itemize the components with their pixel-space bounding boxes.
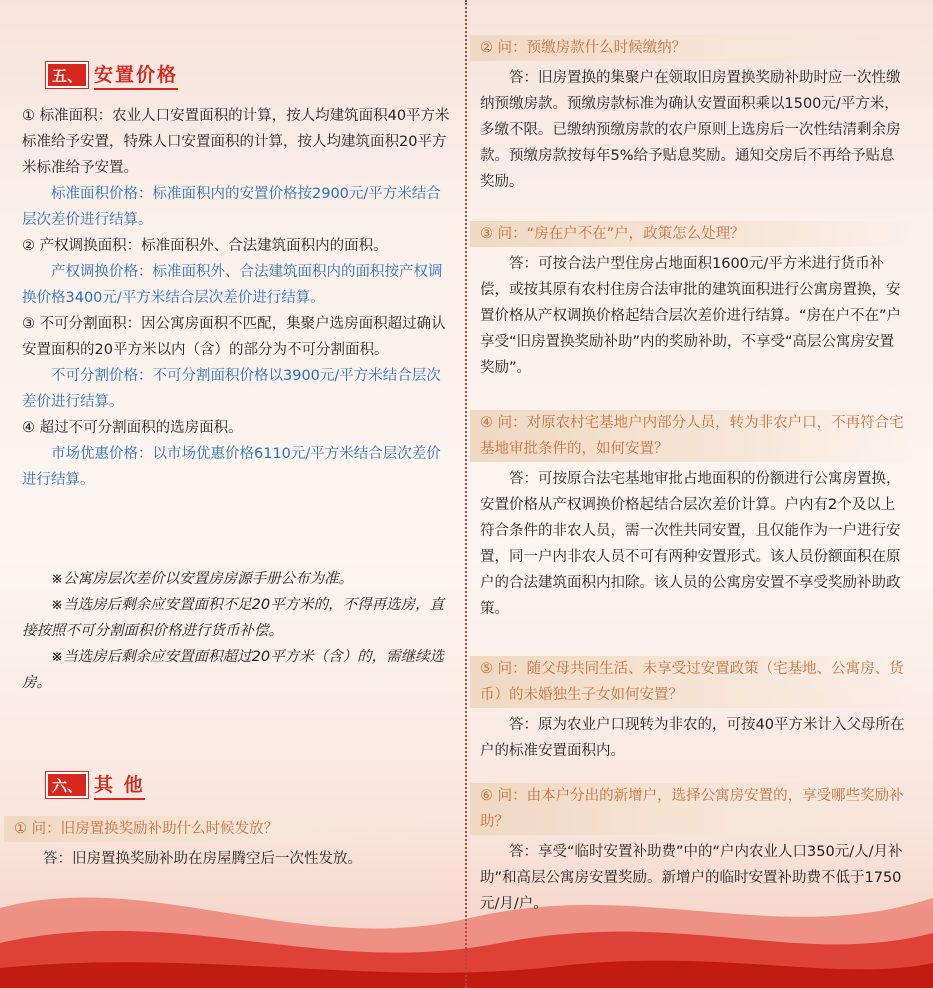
question-4: ④ 问：对原农村宅基地户内部分人员，转为非农户口，不再符合宅基地审批条件的，如何安置？ [470, 410, 916, 462]
answer-3: 答：可按合法户型住房占地面积1600元/平方米进行货币补偿，或按其原有农村住房合法审批的建筑面积进行公寓房置换，安置价格从产权调换价格起结合层次差价进行结算。“房在户不在”户享受“旧房置换奖励补助”内的奖励补助，不享受“高层公寓房安置奖励”。 [480, 256, 902, 376]
answer-5: 答：原为农业户口现转为非农的，可按40平方米计入父母所在户的标准安置面积内。 [480, 717, 905, 759]
section6-qa [4, 816, 444, 872]
item-3-text: ③ 不可分割面积：因公寓房面积不匹配，集聚户选房面积超过确认安置面积的20平方米以内（含）的部分为不可分割面积。 [22, 316, 446, 358]
answer-6: 答：享受“临时安置补助费”中的“户内农业人口350元/人/月补助”和高层公寓房安置奖励。新增户的临时安置补助费不低于1750元/月/户。 [480, 844, 903, 912]
qa-5 [470, 656, 916, 764]
qa-6 [470, 783, 916, 917]
section6-title: 其 他 [94, 770, 145, 800]
section5-header [46, 60, 178, 90]
note-1: ※公寓房层次差价以安置房房源手册公布为准。 [51, 571, 354, 587]
item-1-price: 标准面积价格：标准面积内的安置价格按2900元/平方米结合层次差价进行结算。 [22, 186, 441, 228]
column-divider [465, 0, 467, 988]
answer-4: 答：可按原合法宅基地审批占地面积的份额进行公寓房置换，安置价格从产权调换价格起结合层次差价计算。户内有2个及以上符合条件的非农人员，需一次性共同安置，且仅能作为一户进行安置，同一户内非农人员不可有两种安置形式。该人员份额面积在原户的合法建筑面积内扣除。该人员的公寓房安置不享受奖励补助政策。 [480, 471, 901, 617]
question-3: ③ 问：“房在户不在”户，政策怎么处理？ [470, 221, 916, 247]
item-4-price: 市场优惠价格：以市场优惠价格6110元/平方米结合层次差价进行结算。 [22, 446, 441, 488]
question-5: ⑤ 问：随父母共同生活、未享受过安置政策（宅基地、公寓房、货币）的未婚独生子女如何安置？ [470, 656, 916, 708]
section5-badge: 五、 [46, 62, 88, 88]
section5-body [22, 103, 450, 493]
item-3-price: 不可分割价格：不可分割面积价格以3900元/平方米结合层次差价进行结算。 [22, 368, 441, 410]
question-2: ② 问：预缴房款什么时候缴纳？ [470, 35, 916, 61]
section5-title: 安置价格 [94, 60, 178, 90]
section5-notes [22, 566, 450, 696]
question-6: ⑥ 问：由本户分出的新增户，选择公寓房安置的，享受哪些奖励补助？ [470, 783, 916, 835]
item-4-text: ④ 超过不可分割面积的选房面积。 [22, 420, 243, 436]
item-1-text: ① 标准面积：农业人口安置面积的计算，按人均建筑面积40平方米标准给予安置，特殊人口安置面积的计算，按人均建筑面积20平方米标准给予安置。 [22, 108, 450, 176]
question-1: ① 问：旧房置换奖励补助什么时候发放？ [4, 816, 444, 842]
item-2-price: 产权调换价格：标准面积外、合法建筑面积内的面积按产权调换价格3400元/平方米结合层次差价进行结算。 [22, 264, 443, 306]
section6-badge: 六、 [46, 772, 88, 798]
answer-1: 答：旧房置换奖励补助在房屋腾空后一次性发放。 [43, 851, 362, 867]
section6-header [46, 770, 145, 800]
answer-2: 答：旧房置换的集聚户在领取旧房置换奖励补助时应一次性缴纳预缴房款。预缴房款标准为确认安置面积乘以1500元/平方米，多缴不限。已缴纳预缴房款的农户原则上选房后一次性结清剩余房款。预缴房款按每年5%给予贴息奖励。通知交房后不再给予贴息奖励。 [480, 70, 901, 190]
qa-4 [470, 410, 916, 622]
note-3: ※当选房后剩余应安置面积超过20平方米（含）的，需继续选房。 [22, 649, 445, 691]
qa-3 [470, 221, 916, 381]
item-2-text: ② 产权调换面积：标准面积外、合法建筑面积内的面积。 [22, 238, 388, 254]
note-2: ※当选房后剩余应安置面积不足20平方米的，不得再选房，直接按照不可分割面积价格进行货币补偿。 [22, 597, 445, 639]
qa-2 [470, 35, 916, 195]
